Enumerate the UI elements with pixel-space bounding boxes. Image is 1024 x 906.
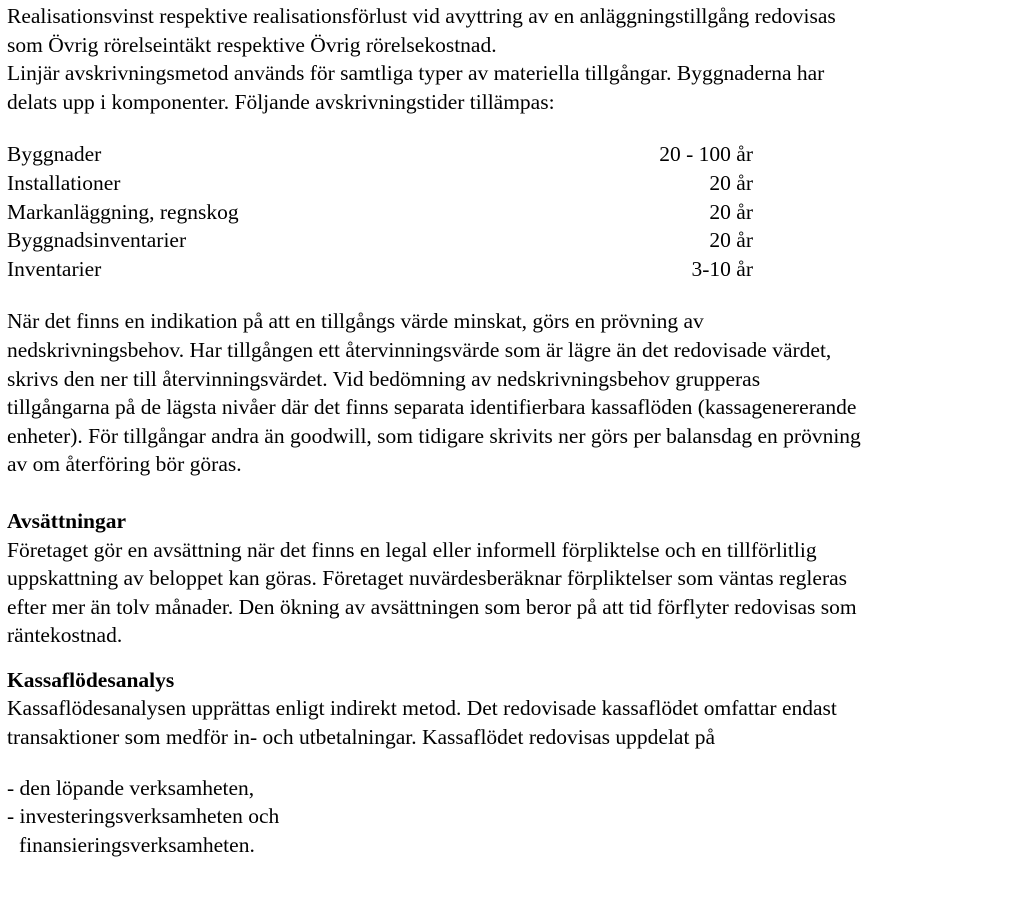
section-heading: Kassaflödesanalys — [7, 667, 175, 692]
text-line: enheter). För tillgångar andra än goodwill, som tidigare skrivits ner görs per balansdag en prövning — [7, 423, 861, 448]
asset-type: Markanläggning, regnskog — [7, 199, 239, 224]
text-line: Linjär avskrivningsmetod används för samtliga typer av materiella tillgångar. Byggnaderna har — [7, 61, 825, 86]
asset-type: Inventarier — [7, 256, 102, 281]
cashflow-list — [7, 774, 1019, 860]
intro-paragraph — [7, 2, 1019, 116]
document-page — [7, 0, 1019, 859]
text-line: efter mer än tolv månader. Den ökning av avsättningen som beror på att tid förflyter redovisas som — [7, 594, 857, 619]
list-item: finansieringsverksamheten. — [19, 832, 255, 857]
text-line: delats upp i komponenter. Följande avskrivningstider tillämpas: — [7, 89, 555, 114]
depreciation-period: 20 år — [709, 170, 753, 195]
depreciation-table — [7, 140, 753, 283]
asset-type: Byggnader — [7, 142, 102, 167]
section-heading: Avsättningar — [7, 508, 127, 533]
depreciation-period: 20 - 100 år — [659, 142, 753, 167]
asset-type: Installationer — [7, 170, 121, 195]
list-item: - investeringsverksamheten och — [7, 804, 280, 829]
table-row — [7, 198, 753, 227]
asset-type: Byggnadsinventarier — [7, 228, 187, 253]
depreciation-period: 20 år — [709, 228, 753, 253]
text-line: av om återföring bör göras. — [7, 452, 242, 477]
text-line: Realisationsvinst respektive realisationsförlust vid avyttring av en anläggningstillgång redovisas — [7, 4, 836, 28]
text-line: När det finns en indikation på att en tillgångs värde minskat, görs en prövning av — [7, 309, 704, 334]
text-line: som Övrig rörelseintäkt respektive Övrig rörelsekostnad. — [7, 32, 497, 57]
list-item: - den löpande verksamheten, — [7, 775, 255, 800]
impairment-paragraph — [7, 307, 1019, 479]
text-line: skrivs den ner till återvinningsvärdet. Vid bedömning av nedskrivningsbehov grupperas — [7, 366, 761, 391]
provisions-section — [7, 507, 1019, 650]
table-row — [7, 140, 753, 169]
text-line: transaktioner som medför in- och utbetalningar. Kassaflödet redovisas uppdelat på — [7, 725, 716, 750]
text-line: tillgångarna på de lägsta nivåer där det finns separata identifierbara kassaflöden (kassagenererande — [7, 395, 857, 420]
text-line: uppskattning av beloppet kan göras. Företaget nuvärdesberäknar förpliktelser som väntas regleras — [7, 566, 848, 591]
table-row — [7, 226, 753, 255]
depreciation-period: 3-10 år — [691, 256, 753, 281]
table-row — [7, 169, 753, 198]
cashflow-section — [7, 666, 1019, 752]
text-line: räntekostnad. — [7, 623, 123, 648]
text-line: nedskrivningsbehov. Har tillgången ett återvinningsvärde som är lägre än det redovisade värdet, — [7, 337, 832, 362]
depreciation-period: 20 år — [709, 199, 753, 224]
table-row — [7, 255, 753, 284]
text-line: Företaget gör en avsättning när det finns en legal eller informell förpliktelse och en tillförlitlig — [7, 537, 817, 562]
text-line: Kassaflödesanalysen upprättas enligt indirekt metod. Det redovisade kassaflödet omfattar endast — [7, 696, 837, 721]
